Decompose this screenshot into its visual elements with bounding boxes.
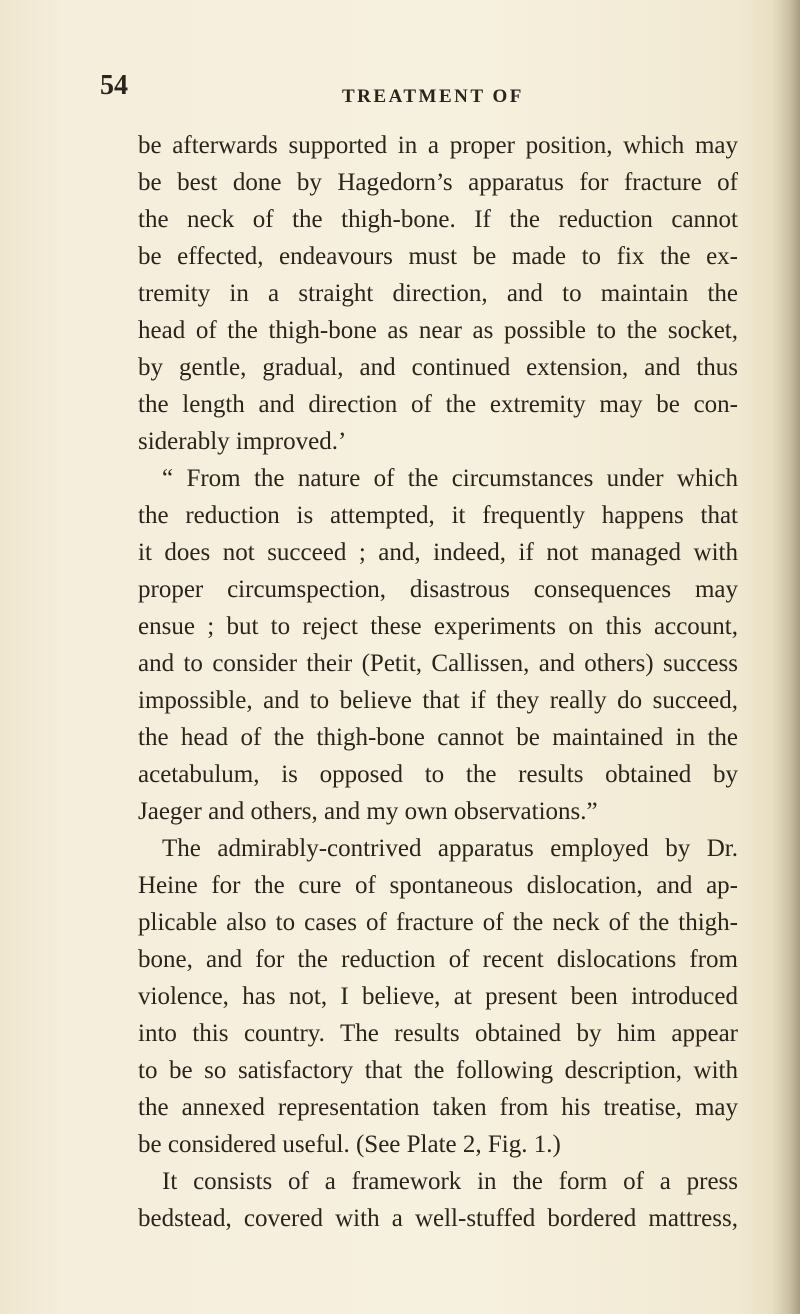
text-line: siderably improved.’ [138, 428, 347, 455]
text-line: be best done by Hagedorn’s apparatus for fracture of [138, 169, 738, 196]
body-text [138, 127, 738, 1237]
text-line: the head of the thigh-bone cannot be maintained in the [138, 724, 738, 751]
text-line: ensue ; but to reject these experiments on this account, [138, 613, 738, 640]
text-line: The admirably-contrived apparatus employed by Dr. [162, 835, 738, 862]
page-edge-shadow [772, 0, 800, 1314]
text-line: acetabulum, is opposed to the results obtained by [138, 761, 738, 788]
text-line: the annexed representation taken from his treatise, may [138, 1094, 738, 1121]
text-line: tremity in a straight direction, and to maintain the [138, 280, 738, 307]
page-number: 54 [100, 70, 128, 101]
text-line: Jaeger and others, and my own observations.” [138, 798, 598, 825]
text-line: the neck of the thigh-bone. If the reduction cannot [138, 206, 738, 233]
text-line: into this country. The results obtained by him appear [138, 1020, 738, 1047]
text-line: the length and direction of the extremity may be con- [138, 391, 738, 418]
running-head: TREATMENT OF [342, 86, 524, 107]
text-line: by gentle, gradual, and continued extension, and thus [138, 354, 738, 381]
text-line: It consists of a framework in the form of a press [162, 1168, 738, 1195]
text-line: be afterwards supported in a proper position, which may [138, 132, 738, 159]
text-line: to be so satisfactory that the following description, with [138, 1057, 738, 1084]
text-line: “ From the nature of the circumstances under which [162, 465, 738, 492]
text-line: it does not succeed ; and, indeed, if not managed with [138, 539, 738, 566]
text-line: and to consider their (Petit, Callissen, and others) success [138, 650, 738, 677]
text-line: bedstead, covered with a well-stuffed bordered mattress, [138, 1205, 738, 1232]
text-line: be effected, endeavours must be made to fix the ex- [138, 243, 738, 270]
text-line: Heine for the cure of spontaneous dislocation, and ap- [138, 872, 738, 899]
text-line: proper circumspection, disastrous consequences may [138, 576, 738, 603]
text-line: the reduction is attempted, it frequently happens that [138, 502, 738, 529]
text-line: plicable also to cases of fracture of the neck of the thigh- [138, 909, 738, 936]
text-line: violence, has not, I believe, at present been introduced [138, 983, 738, 1010]
text-line: head of the thigh-bone as near as possible to the socket, [138, 317, 738, 344]
text-line: impossible, and to believe that if they really do succeed, [138, 687, 738, 714]
text-line: bone, and for the reduction of recent dislocations from [138, 946, 738, 973]
text-line: be considered useful. (See Plate 2, Fig. 1.) [138, 1131, 561, 1158]
